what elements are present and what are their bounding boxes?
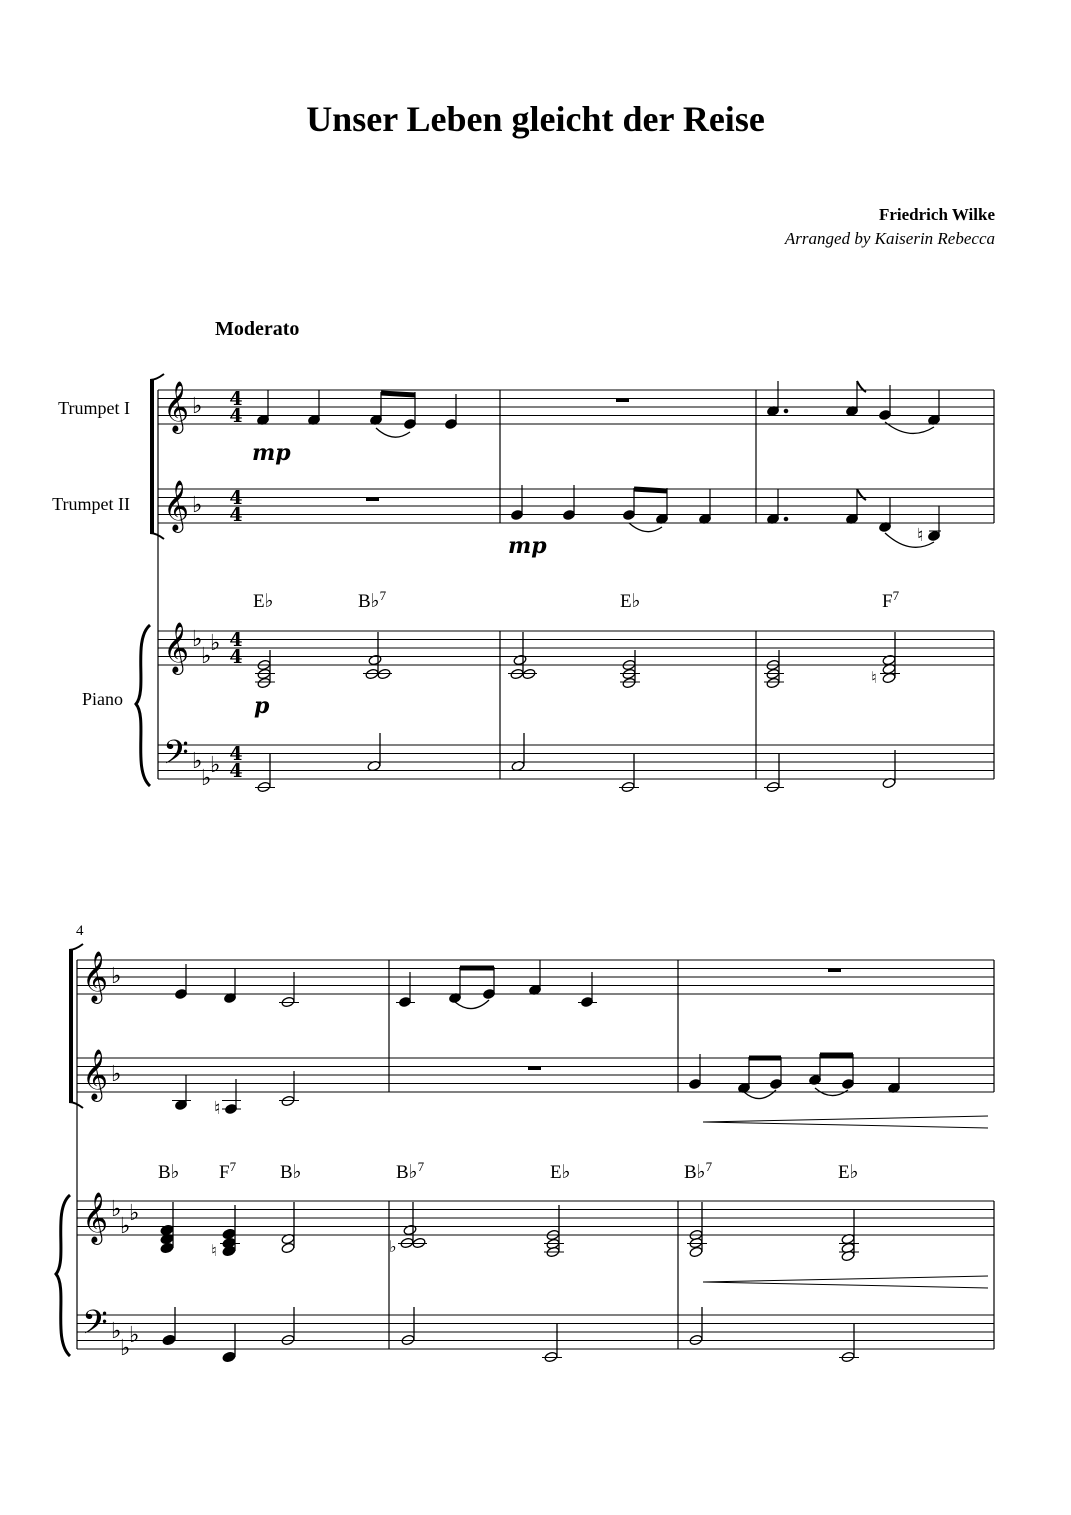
trumpet-2-notes-m1-3 bbox=[366, 485, 941, 547]
flat-icon: ♭ bbox=[111, 1197, 122, 1222]
chord-symbol: $F^7$ bbox=[882, 588, 900, 612]
chord-symbols-system-2 bbox=[158, 1159, 859, 1183]
system-2-clefs bbox=[82, 951, 108, 1350]
treble-clef-icon: 𝄞 bbox=[163, 480, 190, 531]
svg-text:4: 4 bbox=[229, 629, 243, 651]
staff-piano-bass bbox=[77, 1315, 994, 1349]
staff-piano-treble bbox=[158, 631, 994, 665]
natural-icon: ♮ bbox=[214, 1098, 221, 1119]
system-1-time-signatures bbox=[229, 388, 242, 782]
flat-icon: ♭ bbox=[120, 1336, 131, 1361]
flat-icon: ♭ bbox=[210, 753, 221, 778]
staff-trumpet-1 bbox=[158, 390, 994, 424]
chord-m2b bbox=[620, 650, 640, 689]
trumpet-2-notes-m4-6 bbox=[172, 1054, 988, 1128]
instrument-label-trumpet-1: Trumpet I bbox=[58, 398, 130, 418]
system-1-key-signatures bbox=[192, 394, 220, 791]
staff-trumpet-2 bbox=[158, 489, 994, 523]
flat-icon: ♭ bbox=[111, 1319, 122, 1344]
dynamic-marking: mp bbox=[508, 533, 547, 559]
dynamic-marking: p bbox=[254, 693, 270, 719]
chord-symbols-system-1 bbox=[253, 588, 900, 612]
crescendo-hairpin bbox=[703, 1276, 988, 1288]
natural-icon: ♮ bbox=[871, 668, 877, 687]
chord-m1a bbox=[255, 650, 275, 689]
chord-m6a bbox=[687, 1202, 707, 1258]
flat-icon: ♭ bbox=[201, 644, 212, 669]
flat-icon: ♭ bbox=[192, 394, 203, 419]
natural-icon: ♮ bbox=[917, 525, 924, 546]
dynamic-marking: mp bbox=[252, 440, 291, 466]
system-1 bbox=[136, 374, 994, 786]
chord-symbol: B♭$^7$ bbox=[684, 1159, 713, 1183]
flat-icon: ♭ bbox=[192, 493, 203, 518]
instrument-label-piano: Piano bbox=[81, 689, 123, 709]
flat-icon: ♭ bbox=[111, 1062, 122, 1087]
flat-icon: ♭ bbox=[129, 1323, 140, 1348]
chord-m5b bbox=[544, 1205, 564, 1258]
tempo-marking: Moderato bbox=[215, 318, 300, 340]
svg-text:4: 4 bbox=[229, 743, 243, 765]
chord-symbol: E♭ bbox=[620, 591, 641, 612]
svg-text:4: 4 bbox=[229, 388, 243, 410]
treble-clef-icon: 𝄞 bbox=[163, 622, 190, 673]
chord-symbol: B♭$^7$ bbox=[396, 1159, 425, 1183]
flat-icon: ♭ bbox=[120, 1214, 131, 1239]
flat-icon: ♭ bbox=[192, 749, 203, 774]
flat-icon: ♭ bbox=[129, 1201, 140, 1226]
flat-icon: ♭ bbox=[210, 631, 221, 656]
treble-clef-icon: 𝄞 bbox=[82, 951, 109, 1002]
chord-symbol: B♭$^7$ bbox=[358, 588, 387, 612]
chord-symbol: E♭ bbox=[253, 591, 274, 612]
system-2 bbox=[56, 944, 994, 1356]
flat-icon: ♭ bbox=[389, 1237, 397, 1256]
chord-m4b bbox=[211, 1205, 240, 1260]
instrument-label-trumpet-2: Trumpet II bbox=[52, 494, 130, 514]
bass-clef-icon: 𝄢 bbox=[163, 734, 189, 780]
flat-icon: ♭ bbox=[201, 766, 212, 791]
chord-m3a bbox=[764, 650, 784, 689]
staff-trumpet-2 bbox=[77, 1058, 994, 1092]
system-2-key-signatures bbox=[111, 964, 139, 1361]
flat-icon: ♭ bbox=[192, 627, 203, 652]
crescendo-hairpin bbox=[703, 1116, 988, 1128]
trumpet-1-notes-m1-3 bbox=[256, 381, 940, 437]
chord-symbol: $F^7$ bbox=[219, 1159, 237, 1183]
svg-text:4: 4 bbox=[229, 760, 243, 782]
svg-text:4: 4 bbox=[229, 487, 243, 509]
treble-clef-icon: 𝄞 bbox=[82, 1192, 109, 1243]
flat-icon: ♭ bbox=[111, 964, 122, 989]
svg-text:4: 4 bbox=[229, 646, 243, 668]
chord-symbol: B♭ bbox=[280, 1162, 302, 1183]
system-1-clefs bbox=[163, 381, 189, 780]
chord-m3b bbox=[871, 632, 900, 687]
measure-number: 4 bbox=[76, 923, 84, 939]
bass-clef-icon: 𝄢 bbox=[82, 1304, 108, 1350]
natural-icon: ♮ bbox=[211, 1241, 217, 1260]
composer-name: Friedrich Wilke bbox=[878, 205, 995, 224]
staff-piano-treble bbox=[77, 1201, 994, 1235]
chord-symbol: B♭ bbox=[158, 1162, 180, 1183]
svg-text:4: 4 bbox=[229, 504, 243, 526]
trumpet-1-notes-m4-6 bbox=[174, 960, 841, 1009]
arranger-credit: Arranged by Kaiserin Rebecca bbox=[784, 229, 995, 248]
staff-piano-bass bbox=[158, 745, 994, 779]
score-title: Unser Leben gleicht der Reise bbox=[306, 99, 765, 139]
svg-text:4: 4 bbox=[229, 405, 243, 427]
chord-symbol: E♭ bbox=[838, 1162, 859, 1183]
treble-clef-icon: 𝄞 bbox=[163, 381, 190, 432]
chord-symbol: E♭ bbox=[550, 1162, 571, 1183]
chord-m5a bbox=[389, 1202, 427, 1256]
treble-clef-icon: 𝄞 bbox=[82, 1049, 109, 1100]
